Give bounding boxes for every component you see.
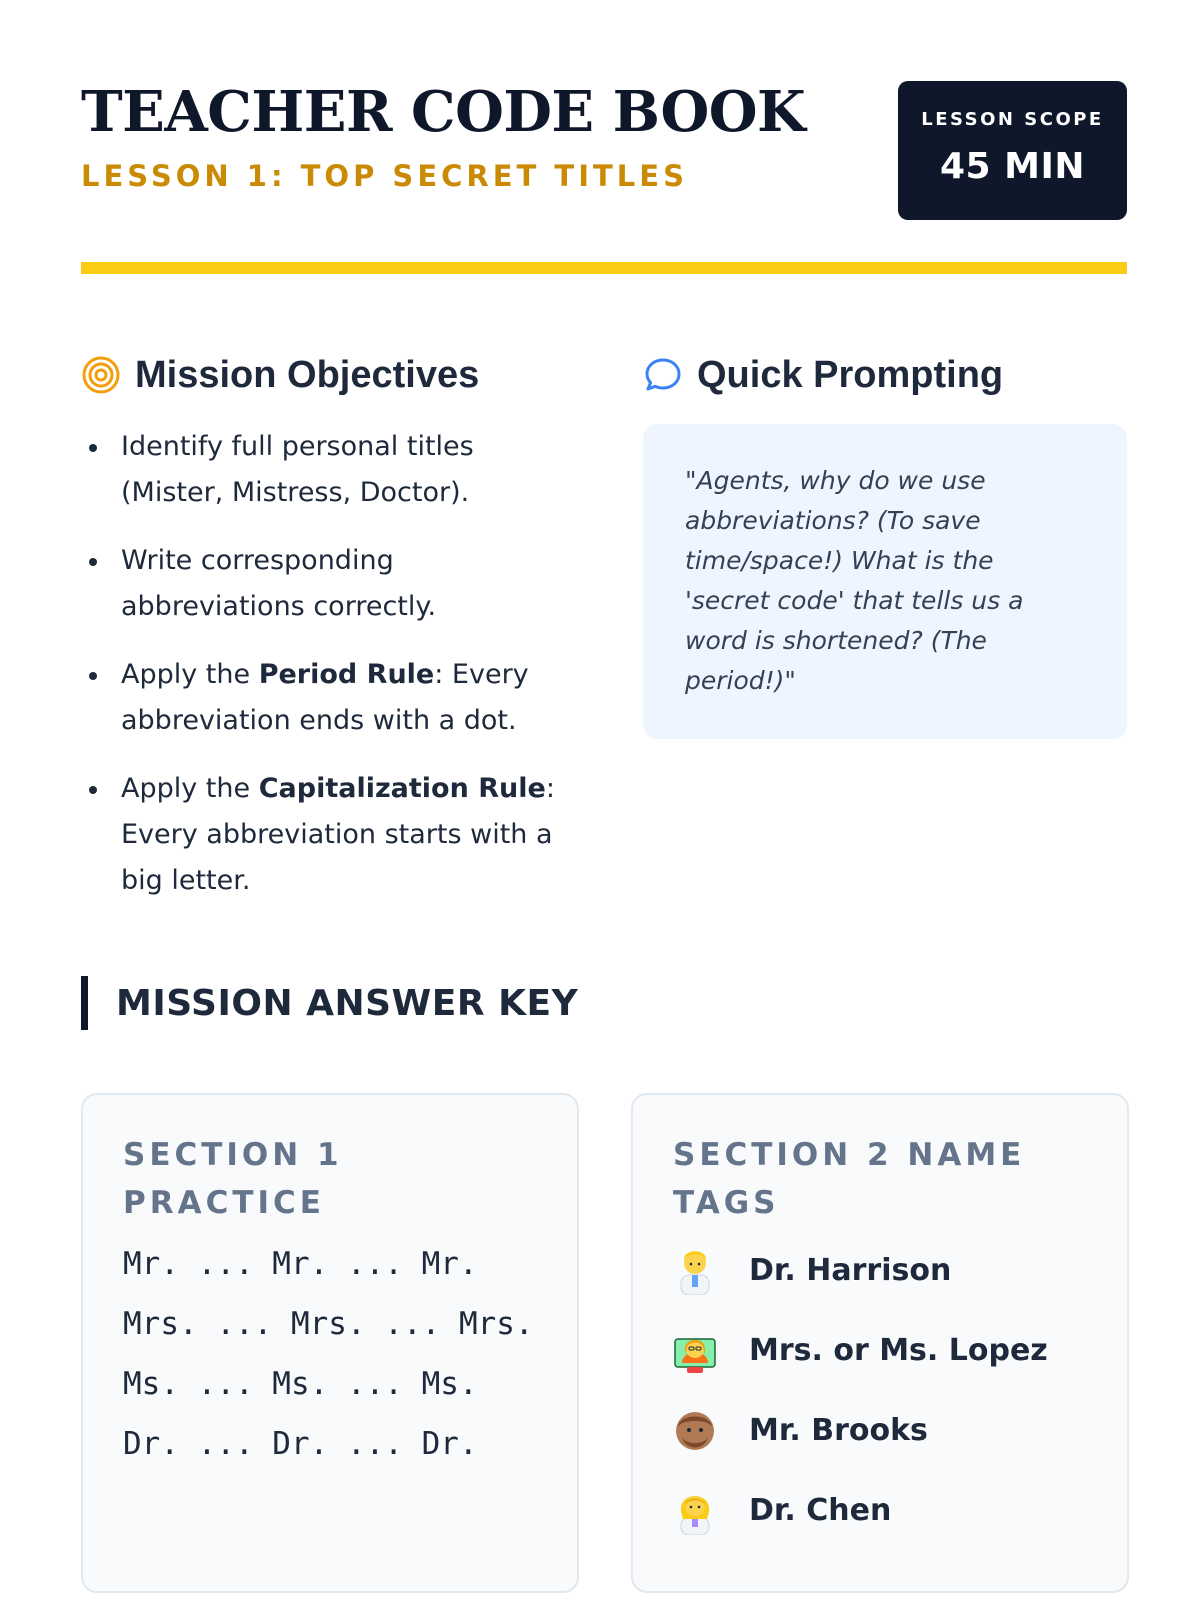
quick-prompting-section [643,350,1127,739]
objective-item [81,424,561,516]
lesson-subtitle: LESSON 1: TOP SECRET TITLES [81,159,688,193]
name-tag-text: Dr. Chen [749,1492,892,1528]
practice-answer-line: Mrs. ... Mrs. ... Mrs. [123,1306,534,1342]
header [81,78,1127,278]
objective-text: Write corresponding abbreviations correctly. [121,545,437,622]
name-tag-text: Mr. Brooks [749,1412,928,1448]
document-title: TEACHER CODE BOOK [81,79,806,145]
male-doctor-icon [673,1245,717,1295]
practice-answers-list [123,1241,537,1467]
section-2-title: SECTION 2 NAME TAGS [673,1137,1026,1221]
mission-objectives-section [81,350,561,926]
mission-objectives-heading [81,350,561,400]
name-tag-item [673,1401,1087,1459]
quick-prompting-heading [643,350,1127,400]
objective-item [81,538,561,630]
mission-objectives-heading-text: Mission Objectives [135,353,480,396]
objective-item [81,766,561,904]
capitalization-rule-emphasis: Capitalization Rule [258,773,546,804]
female-doctor-icon [673,1485,717,1535]
name-tag-item [673,1241,1087,1299]
female-teacher-icon [673,1325,717,1375]
header-divider [81,262,1127,274]
objective-text: : Every abbreviation starts with a big letter. [121,773,555,896]
practice-answer-line: Mr. ... Mr. ... Mr. [123,1246,478,1282]
objective-text: Identify full personal titles (Mister, Mistress, Doctor). [121,431,474,508]
section-2-name-tags-card [631,1093,1129,1593]
teacher-code-book-page [81,0,1127,1600]
objectives-list [81,424,561,904]
period-rule-emphasis: Period Rule [258,659,435,690]
name-tag-item [673,1481,1087,1539]
objective-text: Apply the [121,659,259,690]
objective-text: : Every abbreviation ends with a dot. [121,659,529,736]
objective-text: Apply the [121,773,259,804]
speech-bubble-icon [643,355,683,395]
section-1-title: SECTION 1 PRACTICE [123,1137,343,1221]
practice-answer-line: Dr. ... Dr. ... Dr. [123,1426,478,1462]
name-tags-list [673,1241,1087,1539]
lesson-scope-label: LESSON SCOPE [921,109,1104,130]
name-tag-text: Dr. Harrison [749,1252,952,1288]
answer-key-heading: MISSION ANSWER KEY [81,976,578,1030]
section-1-practice-card [81,1093,579,1593]
man-face-icon [673,1405,717,1455]
lesson-scope-value: 45 MIN [940,146,1085,187]
name-tag-item [673,1321,1087,1379]
name-tag-text: Mrs. or Ms. Lopez [749,1332,1048,1368]
prompt-callout [643,424,1127,739]
prompt-quote: "Agents, why do we use abbreviations? (To save time/space!) What is the 'secret code' that tells us a word is shortened? (The period!)" [685,466,1024,695]
quick-prompting-heading-text: Quick Prompting [697,353,1004,396]
lesson-scope-badge [898,81,1127,220]
target-icon [81,355,121,395]
practice-answer-line: Ms. ... Ms. ... Ms. [123,1366,478,1402]
objective-item [81,652,561,744]
